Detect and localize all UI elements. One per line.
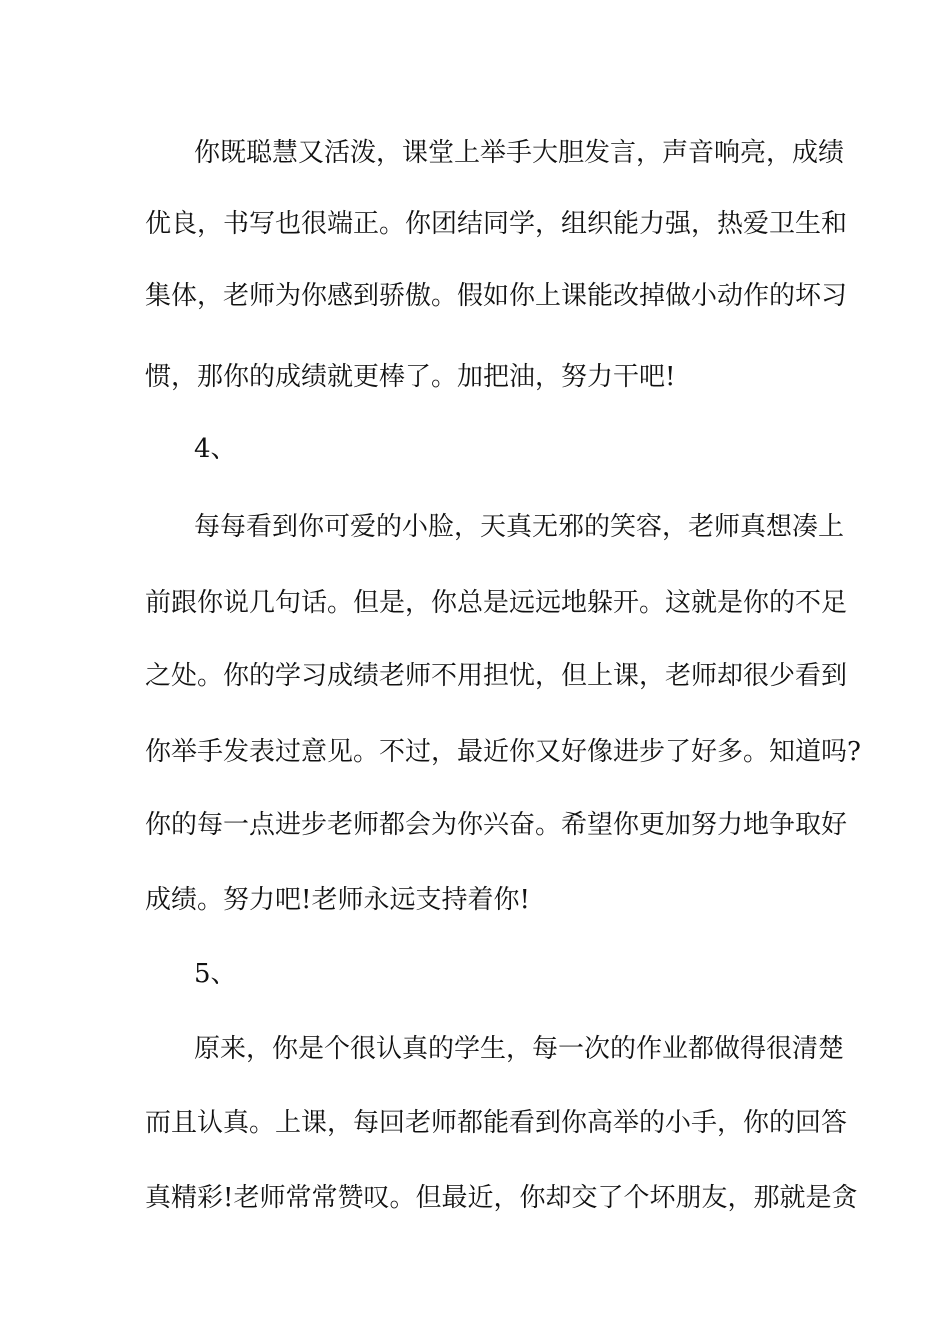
paragraph-3-line-2: 优良，书写也很端正。你团结同学，组织能力强，热爱卫生和 [145, 209, 848, 239]
paragraph-4-line-1: 每每看到你可爱的小脸，天真无邪的笑容，老师真想凑上 [194, 512, 845, 542]
paragraph-5-line-1: 原来，你是个很认真的学生，每一次的作业都做得很清楚 [194, 1034, 845, 1064]
paragraph-3-line-3: 集体，老师为你感到骄傲。假如你上课能改掉做小动作的坏习 [145, 281, 848, 311]
paragraph-3-line-4: 惯，那你的成绩就更棒了。加把油，努力干吧! [145, 362, 676, 392]
paragraph-3-line-1: 你既聪慧又活泼，课堂上举手大胆发言，声音响亮，成绩 [194, 138, 845, 168]
paragraph-4-line-3: 之处。你的学习成绩老师不用担忧，但上课，老师却很少看到 [145, 661, 848, 691]
paragraph-4-line-6: 成绩。努力吧!老师永远支持着你! [145, 885, 530, 915]
paragraph-5-line-3: 真精彩!老师常常赞叹。但最近，你却交了个坏朋友，那就是贪 [145, 1183, 858, 1213]
item-number-5: 5、 [194, 959, 237, 989]
item-number-4: 4、 [194, 434, 237, 464]
paragraph-4-line-5: 你的每一点进步老师都会为你兴奋。希望你更加努力地争取好 [145, 810, 848, 840]
paragraph-4-line-2: 前跟你说几句话。但是，你总是远远地躲开。这就是你的不足 [145, 588, 848, 618]
paragraph-5-line-2: 而且认真。上课，每回老师都能看到你高举的小手，你的回答 [145, 1108, 848, 1138]
paragraph-4-line-4: 你举手发表过意见。不过，最近你又好像进步了好多。知道吗? [145, 737, 861, 767]
